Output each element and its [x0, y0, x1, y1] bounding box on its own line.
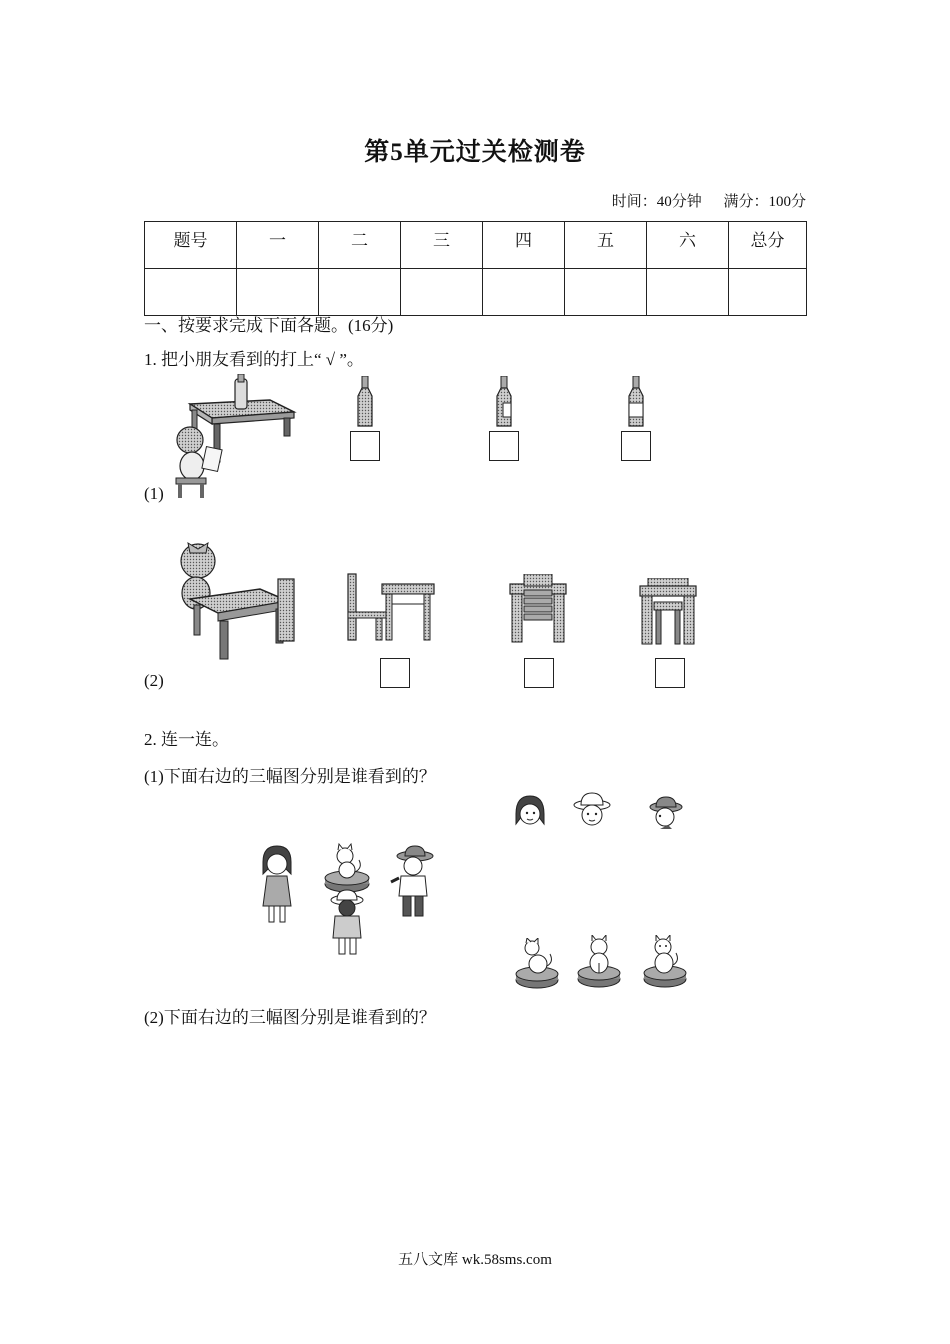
hat-boy-front-view [572, 791, 612, 831]
score-cell[interactable] [565, 269, 647, 316]
hat-boy-side-view [646, 795, 686, 831]
desk-view-option-3 [638, 578, 698, 646]
score-cell[interactable] [401, 269, 483, 316]
header-cell: 四 [483, 222, 565, 269]
question-1-text: 1. 把小朋友看到的打上“ √ ”。 [144, 350, 364, 369]
answer-box-1-3[interactable] [621, 431, 651, 461]
header-cell: 三 [401, 222, 483, 269]
cat-back-view [576, 935, 622, 989]
answer-box-1-1[interactable] [350, 431, 380, 461]
score-cell[interactable] [145, 269, 237, 316]
section-heading: 一、按要求完成下面各题。(16分) [144, 316, 394, 335]
exam-meta [594, 190, 806, 211]
page-title: 第5单元过关检测卷 [364, 139, 586, 166]
time-limit: 时间：40分钟 [611, 194, 702, 210]
question-2-text: 2. 连一连。 [144, 730, 229, 749]
full-score: 满分：100分 [723, 194, 806, 210]
header-cell: 总分 [729, 222, 807, 269]
score-cell[interactable] [729, 269, 807, 316]
desk-view-option-2 [508, 574, 568, 644]
answer-box-2-2[interactable] [524, 658, 554, 688]
cat-front-view [642, 935, 688, 989]
header-cell: 题号 [145, 222, 237, 269]
bottle-option-3 [626, 376, 646, 428]
score-table [144, 221, 807, 316]
part-1-label: (1) [144, 484, 164, 503]
desk-view-option-1 [346, 572, 436, 642]
score-table-entry-row [145, 269, 807, 316]
bottle-option-2 [494, 376, 514, 428]
part-2-label: (2) [144, 671, 164, 690]
header-cell: 二 [319, 222, 401, 269]
header-cell: 一 [237, 222, 319, 269]
bottle-option-1 [355, 376, 375, 428]
answer-box-2-1[interactable] [380, 658, 410, 688]
question-2-part-2: (2)下面右边的三幅图分别是谁看到的？ [144, 1008, 436, 1027]
cat-side-view [514, 938, 560, 990]
girl-drawing-table-illustration [160, 374, 300, 502]
score-cell[interactable] [483, 269, 565, 316]
girl-desk-chair-illustration [168, 537, 308, 663]
score-cell[interactable] [647, 269, 729, 316]
girl-head-view [512, 794, 548, 830]
header-cell: 五 [565, 222, 647, 269]
score-cell[interactable] [237, 269, 319, 316]
score-table-header-row [145, 222, 807, 269]
children-around-cat-scene [255, 842, 440, 958]
score-cell[interactable] [319, 269, 401, 316]
question-2-part-1: (1)下面右边的三幅图分别是谁看到的？ [144, 767, 436, 786]
header-cell: 六 [647, 222, 729, 269]
answer-box-1-2[interactable] [489, 431, 519, 461]
page-footer: 五八文库 wk.58sms.com [398, 1252, 552, 1268]
answer-box-2-3[interactable] [655, 658, 685, 688]
